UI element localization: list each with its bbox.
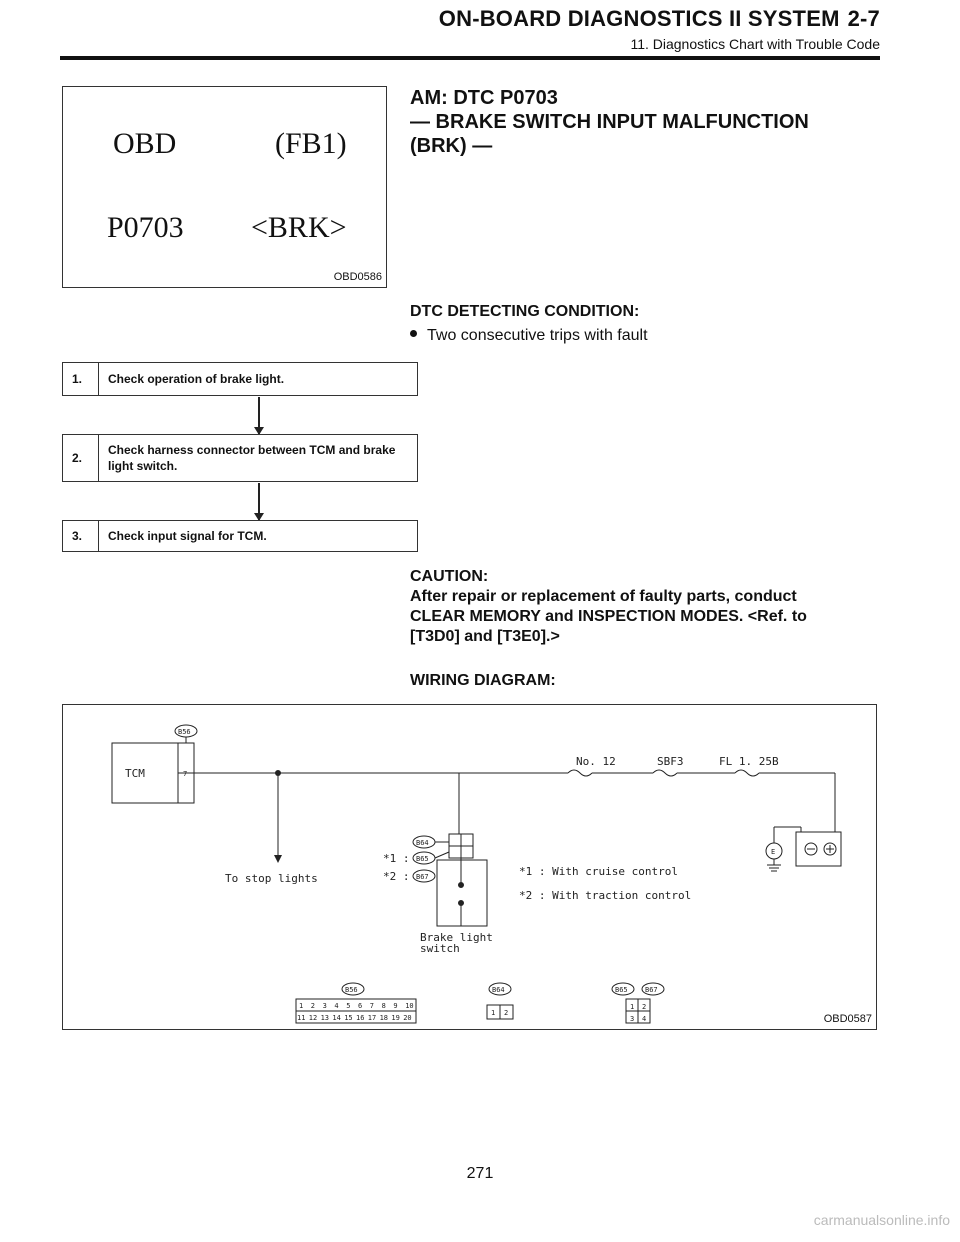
- b56-pin: 7: [369, 1002, 375, 1010]
- b67-tag: B67: [416, 873, 429, 881]
- b65-tag: B65: [416, 855, 429, 863]
- step-number: 1.: [63, 363, 99, 395]
- flow-arrow-icon: [258, 483, 260, 520]
- b56-pin: 16: [356, 1014, 365, 1022]
- switch-label-1: Brake light: [420, 931, 493, 944]
- condition-heading: DTC DETECTING CONDITION:: [410, 303, 640, 320]
- wiring-diagram: [62, 704, 877, 1030]
- b65-pin: 4: [642, 1015, 647, 1023]
- bullet-icon: [410, 330, 417, 337]
- b56-tag: B56: [178, 728, 191, 736]
- step-text: Check operation of brake light.: [108, 372, 285, 386]
- wiring-svg: [63, 705, 878, 1031]
- b64-tag: B64: [416, 839, 429, 847]
- brk-label: <BRK>: [251, 211, 347, 244]
- caution-line3: [T3D0] and [T3E0].>: [410, 628, 560, 645]
- step-text: Check input signal for TCM.: [108, 529, 267, 543]
- b56-pin: 6: [358, 1002, 363, 1010]
- flow-arrow-icon: [258, 397, 260, 434]
- header-title-text: ON-BOARD DIAGNOSTICS II SYSTEM: [438, 6, 840, 31]
- b56-connector-pins: [297, 1002, 414, 1022]
- b56-pin: 14: [332, 1014, 341, 1022]
- b56-pin: 12: [308, 1014, 318, 1022]
- b56-pin: 18: [379, 1014, 389, 1022]
- obd-display-figure: [62, 86, 387, 288]
- header-subtitle: 11. Diagnostics Chart with Trouble Code: [630, 36, 880, 52]
- fuse-sbf3: SBF3: [657, 755, 684, 768]
- wiring-caption: OBD0587: [823, 1013, 872, 1025]
- b65-pin: 1: [630, 1003, 635, 1011]
- dtc-code: P0703: [107, 211, 184, 244]
- b64-pin: 2: [504, 1009, 509, 1017]
- section-title-line3: (BRK) —: [410, 135, 493, 157]
- b64-pin: 1: [491, 1009, 496, 1017]
- tcm-pin: 7: [183, 770, 188, 778]
- caution-line2: CLEAR MEMORY and INSPECTION MODES. <Ref. to: [410, 608, 807, 625]
- fuse-no12: No. 12: [576, 755, 616, 768]
- caution-line1: After repair or replacement of faulty parts, conduct: [410, 588, 797, 605]
- footer-watermark: carmanualsonline.info: [813, 1212, 950, 1228]
- section-title: [410, 86, 809, 158]
- page-number: 271: [466, 1165, 494, 1182]
- note2-text: *2 : With traction control: [519, 889, 692, 902]
- b56-pin: 17: [367, 1014, 377, 1022]
- b56-pin: 11: [297, 1014, 306, 1022]
- condition-item: [410, 327, 648, 345]
- b67-conn-tag: B67: [645, 986, 658, 994]
- b56-pin: 4: [334, 1002, 339, 1010]
- b56-pin: 9: [393, 1002, 398, 1010]
- switch-label-2: switch: [420, 942, 460, 955]
- obd-label: OBD: [113, 127, 177, 160]
- step-number: 3.: [63, 521, 99, 551]
- b56-conn-tag: B56: [345, 986, 358, 994]
- junction-dot: [275, 770, 281, 776]
- b56-pin: 8: [381, 1002, 386, 1010]
- b56-pin: 2: [310, 1002, 316, 1010]
- step-1: [62, 362, 418, 396]
- wiring-heading: WIRING DIAGRAM:: [410, 672, 556, 689]
- step-3: [62, 520, 418, 552]
- section-number: 2-7: [847, 6, 880, 31]
- b56-pin: 3: [322, 1002, 327, 1010]
- b56-pin: 15: [344, 1014, 353, 1022]
- header-rule: [60, 56, 880, 60]
- b64-conn-tag: B64: [492, 986, 505, 994]
- step-number: 2.: [63, 435, 99, 481]
- header-title: [439, 6, 880, 32]
- b56-pin: 5: [346, 1002, 351, 1010]
- step-2: [62, 434, 418, 482]
- b65-pin: 3: [630, 1015, 635, 1023]
- section-title-line2: — BRAKE SWITCH INPUT MALFUNCTION: [410, 111, 809, 133]
- note2-mark: *2 :: [383, 870, 410, 883]
- b65-conn-tag: B65: [615, 986, 628, 994]
- caution-heading: CAUTION:: [410, 568, 489, 585]
- caution-block: [410, 567, 878, 647]
- fb1-label: (FB1): [275, 127, 347, 160]
- note1-mark: *1 :: [383, 852, 410, 865]
- b56-pin: 1: [299, 1002, 304, 1010]
- figure1-caption: OBD0586: [333, 271, 382, 283]
- b56-pin: 10: [405, 1002, 414, 1010]
- b56-pin: 19: [391, 1014, 400, 1022]
- tcm-label: TCM: [125, 767, 145, 780]
- b56-pin: 13: [320, 1014, 330, 1022]
- note1-text: *1 : With cruise control: [519, 865, 678, 878]
- condition-item-text: Two consecutive trips with fault: [427, 327, 648, 344]
- step-text: Check harness connector between TCM and brake light switch.: [108, 443, 396, 473]
- fusible-link: FL 1. 25B: [719, 755, 779, 768]
- b56-pin: 20: [403, 1014, 412, 1022]
- b65-pin: 2: [642, 1003, 647, 1011]
- section-title-line1: AM: DTC P0703: [410, 87, 558, 109]
- ground-label: E: [771, 848, 776, 856]
- stop-lights-label: To stop lights: [225, 872, 318, 885]
